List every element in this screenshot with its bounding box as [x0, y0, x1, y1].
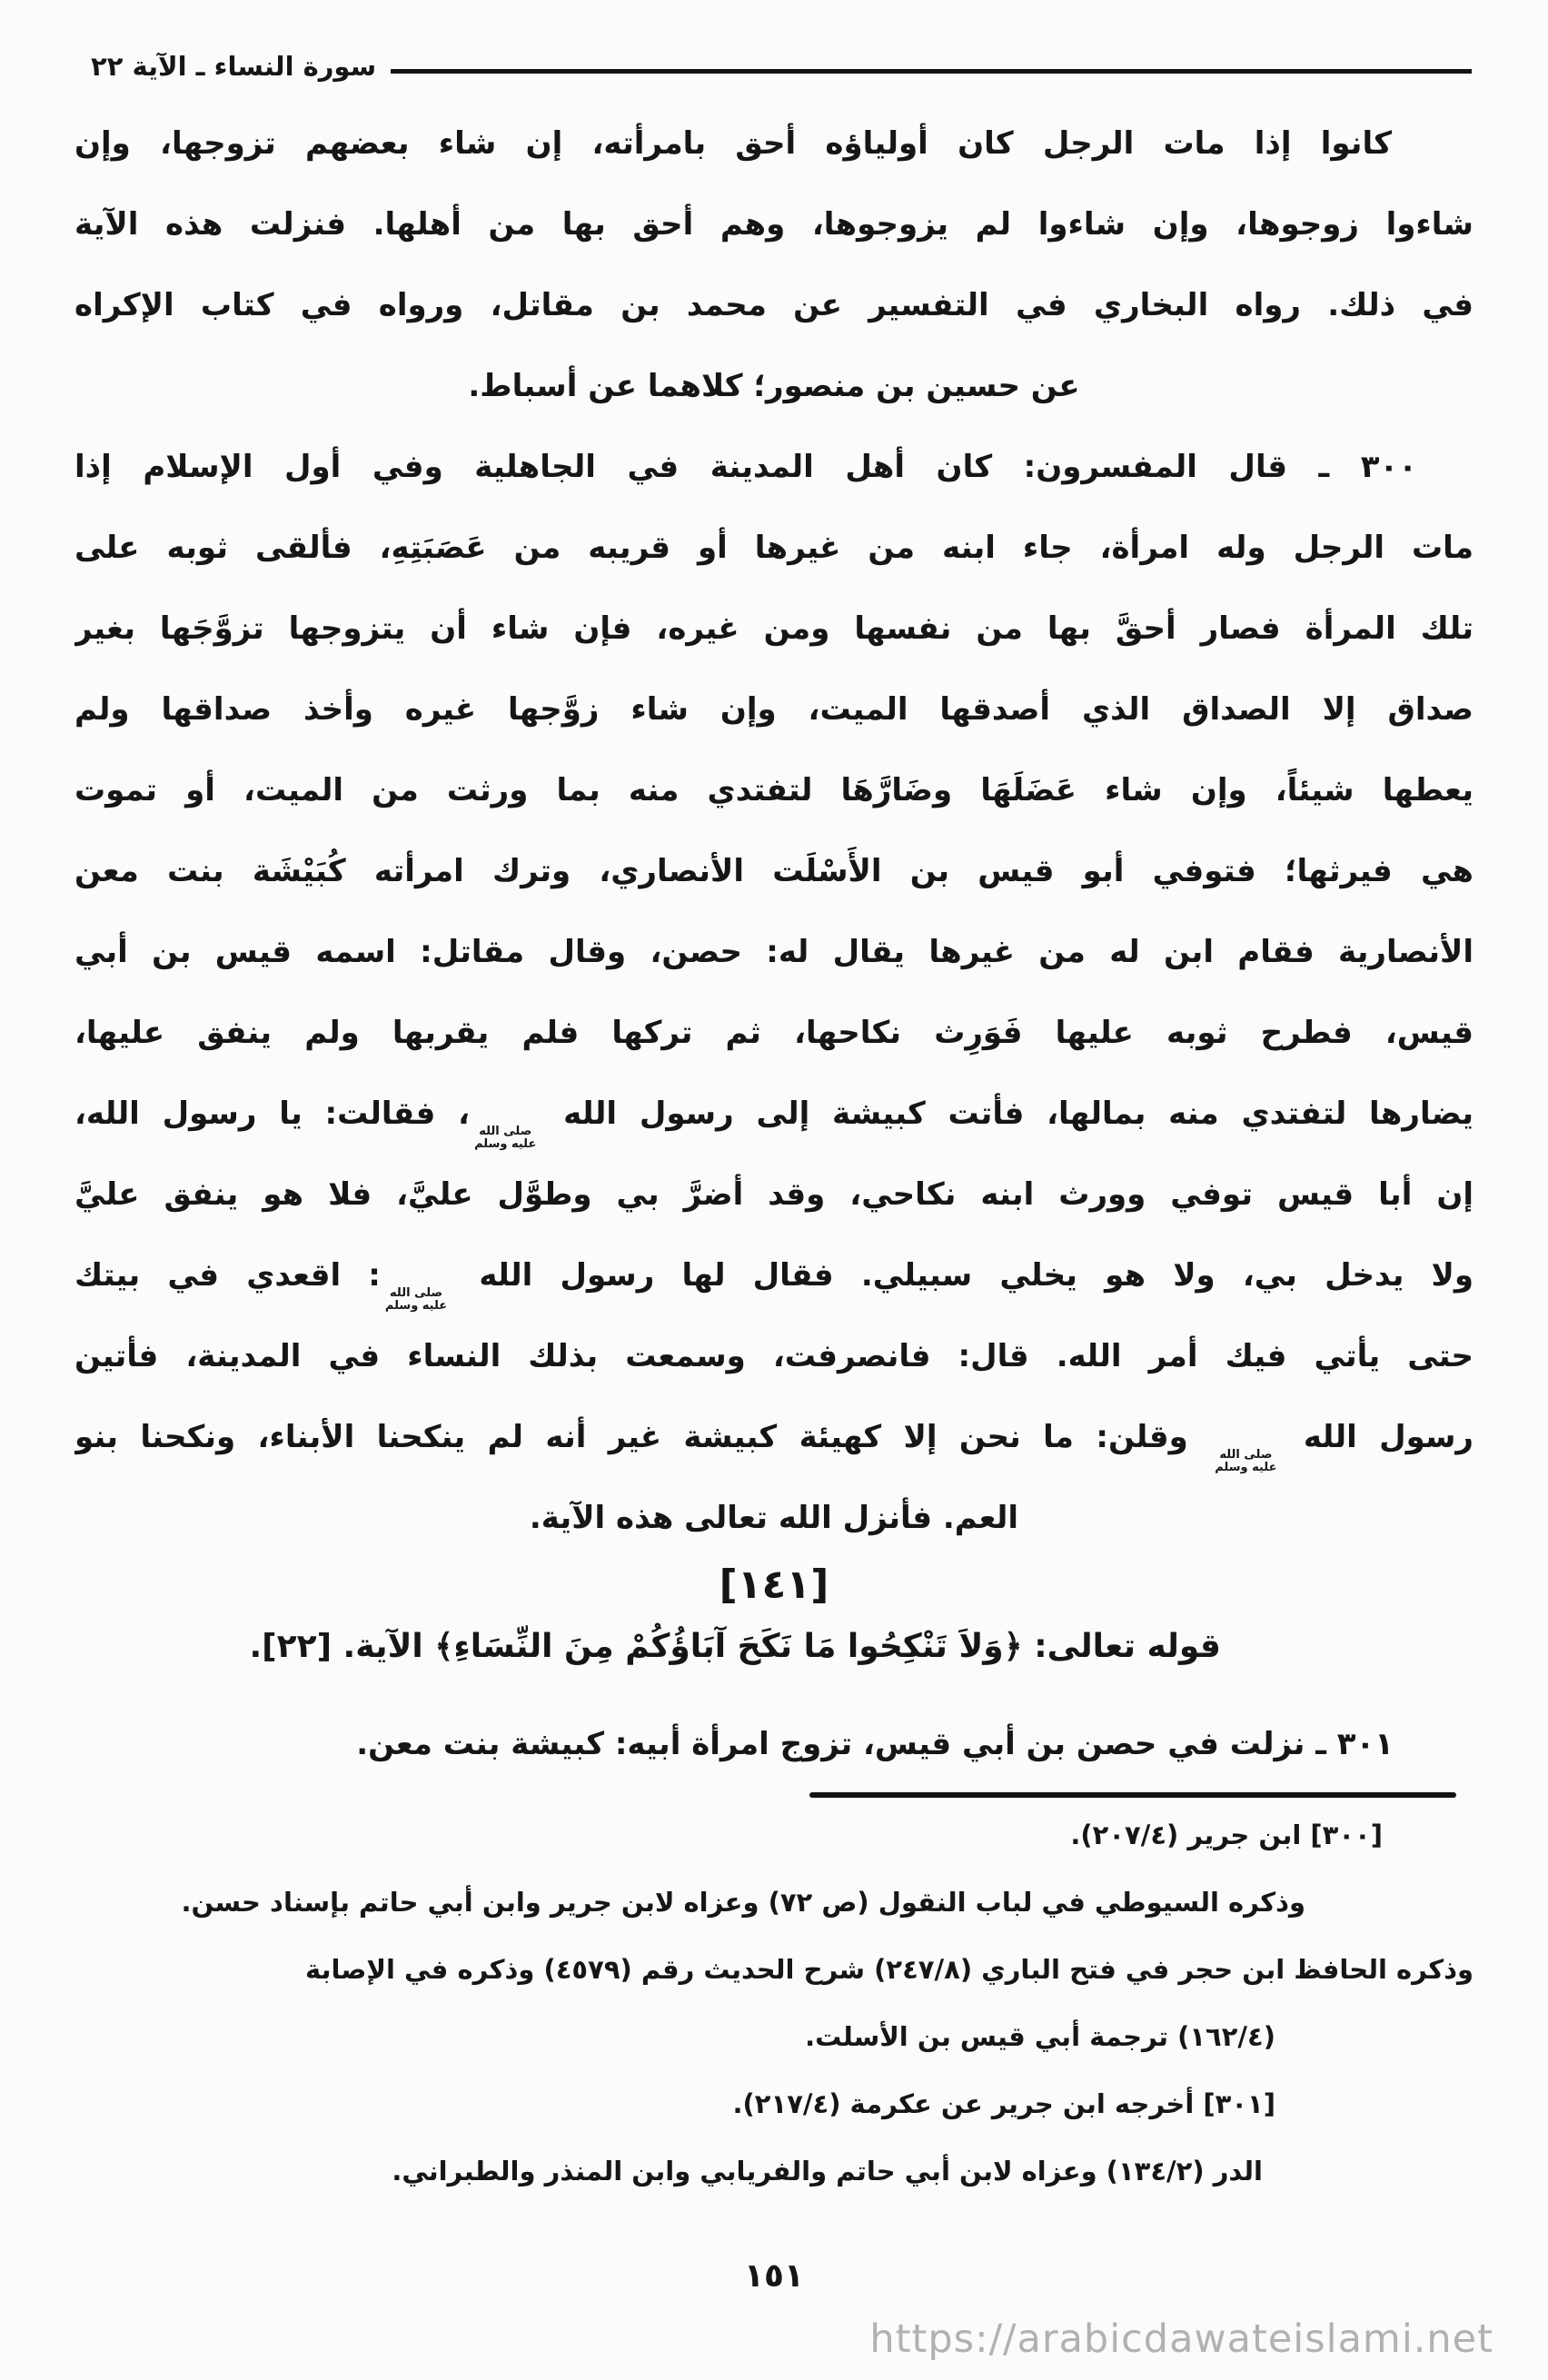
verse-line: قوله تعالى: ﴿وَلاَ تَنْكِحُوا مَا نَكَحَ آبَاؤُكُمْ مِنَ النِّسَاءِ﴾ الآية. [٢٢].	[249, 1628, 1221, 1665]
section-number-heading: [١٤١]	[719, 1562, 829, 1608]
body-line: ٣٠٠ ـ قال المفسرون: كان أهل المدينة في الجاهلية وفي أول الإسلام إذا	[74, 449, 1417, 485]
body-line: تلك المرأة فصار أحقَّ بها من نفسها ومن غيره، فإن شاء أن يتزوجها تزوَّجَها بغير	[74, 610, 1474, 647]
footnote-line: وذكره الحافظ ابن حجر في فتح الباري (٢٤٧/٨) شرح الحديث رقم (٤٥٧٩) وذكره في الإصابة	[305, 1954, 1474, 1985]
header-rule	[391, 69, 1472, 74]
body-line-text: ولا يدخل بي، ولا هو يخلي سبيلي. فقال لها رسول الله	[452, 1257, 1474, 1294]
entry-301-line: ٣٠١ ـ نزلت في حصن بن أبي قيس، تزوج امرأة أبيه: كبيشة بنت معن.	[356, 1726, 1394, 1762]
body-line: حتى يأتي فيك أمر الله. قال: فانصرفت، وسمعت بذلك النساء في المدينة، فأتين	[74, 1338, 1474, 1374]
body-line: كانوا إذا مات الرجل كان أولياؤه أحق بامرأته، إن شاء بعضهم تزوجها، وإن	[74, 125, 1392, 162]
sallallahu-alayhi-wasallam-icon: صلى الله عليه وسلم	[384, 1286, 448, 1313]
sallallahu-alayhi-wasallam-icon: صلى الله عليه وسلم	[1215, 1448, 1277, 1474]
footnotes	[0, 1801, 1548, 2205]
footnote-line: (١٦٢/٤) ترجمة أبي قيس بن الأسلت.	[805, 2021, 1275, 2052]
body-line: يعطها شيئاً، وإن شاء عَضَلَهَا وضَارَّهَا لتفتدي منه بما ورثت من الميت، أو تموت	[74, 772, 1474, 808]
body-line: عن حسين بن منصور؛ كلاهما عن أسباط.	[468, 368, 1080, 404]
body-line: شاءوا زوجوها، وإن شاءوا لم يزوجوها، وهم أحق بها من أهلها. فنزلت هذه الآية	[74, 206, 1474, 243]
body-line-text: : اقعدي في بيتك	[74, 1257, 381, 1294]
body-line: العم. فأنزل الله تعالى هذه الآية.	[529, 1500, 1019, 1536]
running-head	[0, 0, 1548, 82]
body-line	[74, 1397, 1474, 1478]
body-line-text: رسول الله	[1281, 1419, 1474, 1455]
body-line-text: ، فقالت: يا رسول الله،	[74, 1096, 471, 1132]
body-line: الأنصارية فقام ابن له من غيرها يقال له: حصن، وقال مقاتل: اسمه قيس بن أبي	[74, 934, 1474, 970]
footnote-line: وذكره السيوطي في لباب النقول (ص ٧٢) وعزاه لابن جرير وابن أبي حاتم بإسناد حسن.	[181, 1887, 1305, 1918]
footnote-line: [٣٠١] أخرجه ابن جرير عن عكرمة (٢١٧/٤).	[732, 2088, 1275, 2119]
page-number: ١٥١	[744, 2257, 804, 2295]
body-line: في ذلك. رواه البخاري في التفسير عن محمد بن مقاتل، ورواه في كتاب الإكراه	[74, 287, 1474, 323]
footnote-line: الدر (١٣٤/٢) وعزاه لابن أبي حاتم والفريابي وابن المنذر والطبراني.	[392, 2156, 1263, 2187]
body-line	[74, 1235, 1474, 1316]
body-line: هي فيرثها؛ فتوفي أبو قيس بن الأَسْلَت الأنصاري، وترك امرأته كُبَيْشَة بنت معن	[74, 853, 1474, 889]
body-line: مات الرجل وله امرأة، جاء ابنه من غيرها أو قريبه من عَصَبَتِهِ، فألقى ثوبه على	[74, 530, 1474, 566]
footnote-separator	[809, 1792, 1456, 1798]
body-line-text: وقلن: ما نحن إلا كهيئة كبيشة غير أنه لم ينكحنا الأبناء، ونكحنا بنو	[74, 1419, 1211, 1455]
body-line: إن أبا قيس توفي وورث ابنه نكاحي، وقد أضرَّ بي وطوَّل عليَّ، فلا هو ينفق عليَّ	[74, 1176, 1474, 1213]
footnote-line: [٣٠٠] ابن جرير (٢٠٧/٤).	[1070, 1820, 1383, 1850]
body-line: قيس، فطرح ثوبه عليها فَوَرِث نكاحها، ثم تركها فلم يقربها ولم ينفق عليها،	[74, 1015, 1474, 1051]
sallallahu-alayhi-wasallam-icon: صلى الله عليه وسلم	[474, 1125, 537, 1151]
chapter-title: سورة النساء ـ الآية ٢٢	[91, 51, 377, 82]
body-line	[74, 1074, 1474, 1155]
body-line-text: يضارها لتفتدي منه بمالها، فأتت كبيشة إلى رسول الله	[541, 1096, 1474, 1132]
watermark-url: https://arabicdawateislami.net	[869, 2316, 1493, 2362]
body-line: صداق إلا الصداق الذي أصدقها الميت، وإن شاء زوَّجها غيره وأخذ صداقها ولم	[74, 691, 1474, 728]
body-text	[0, 104, 1548, 1785]
